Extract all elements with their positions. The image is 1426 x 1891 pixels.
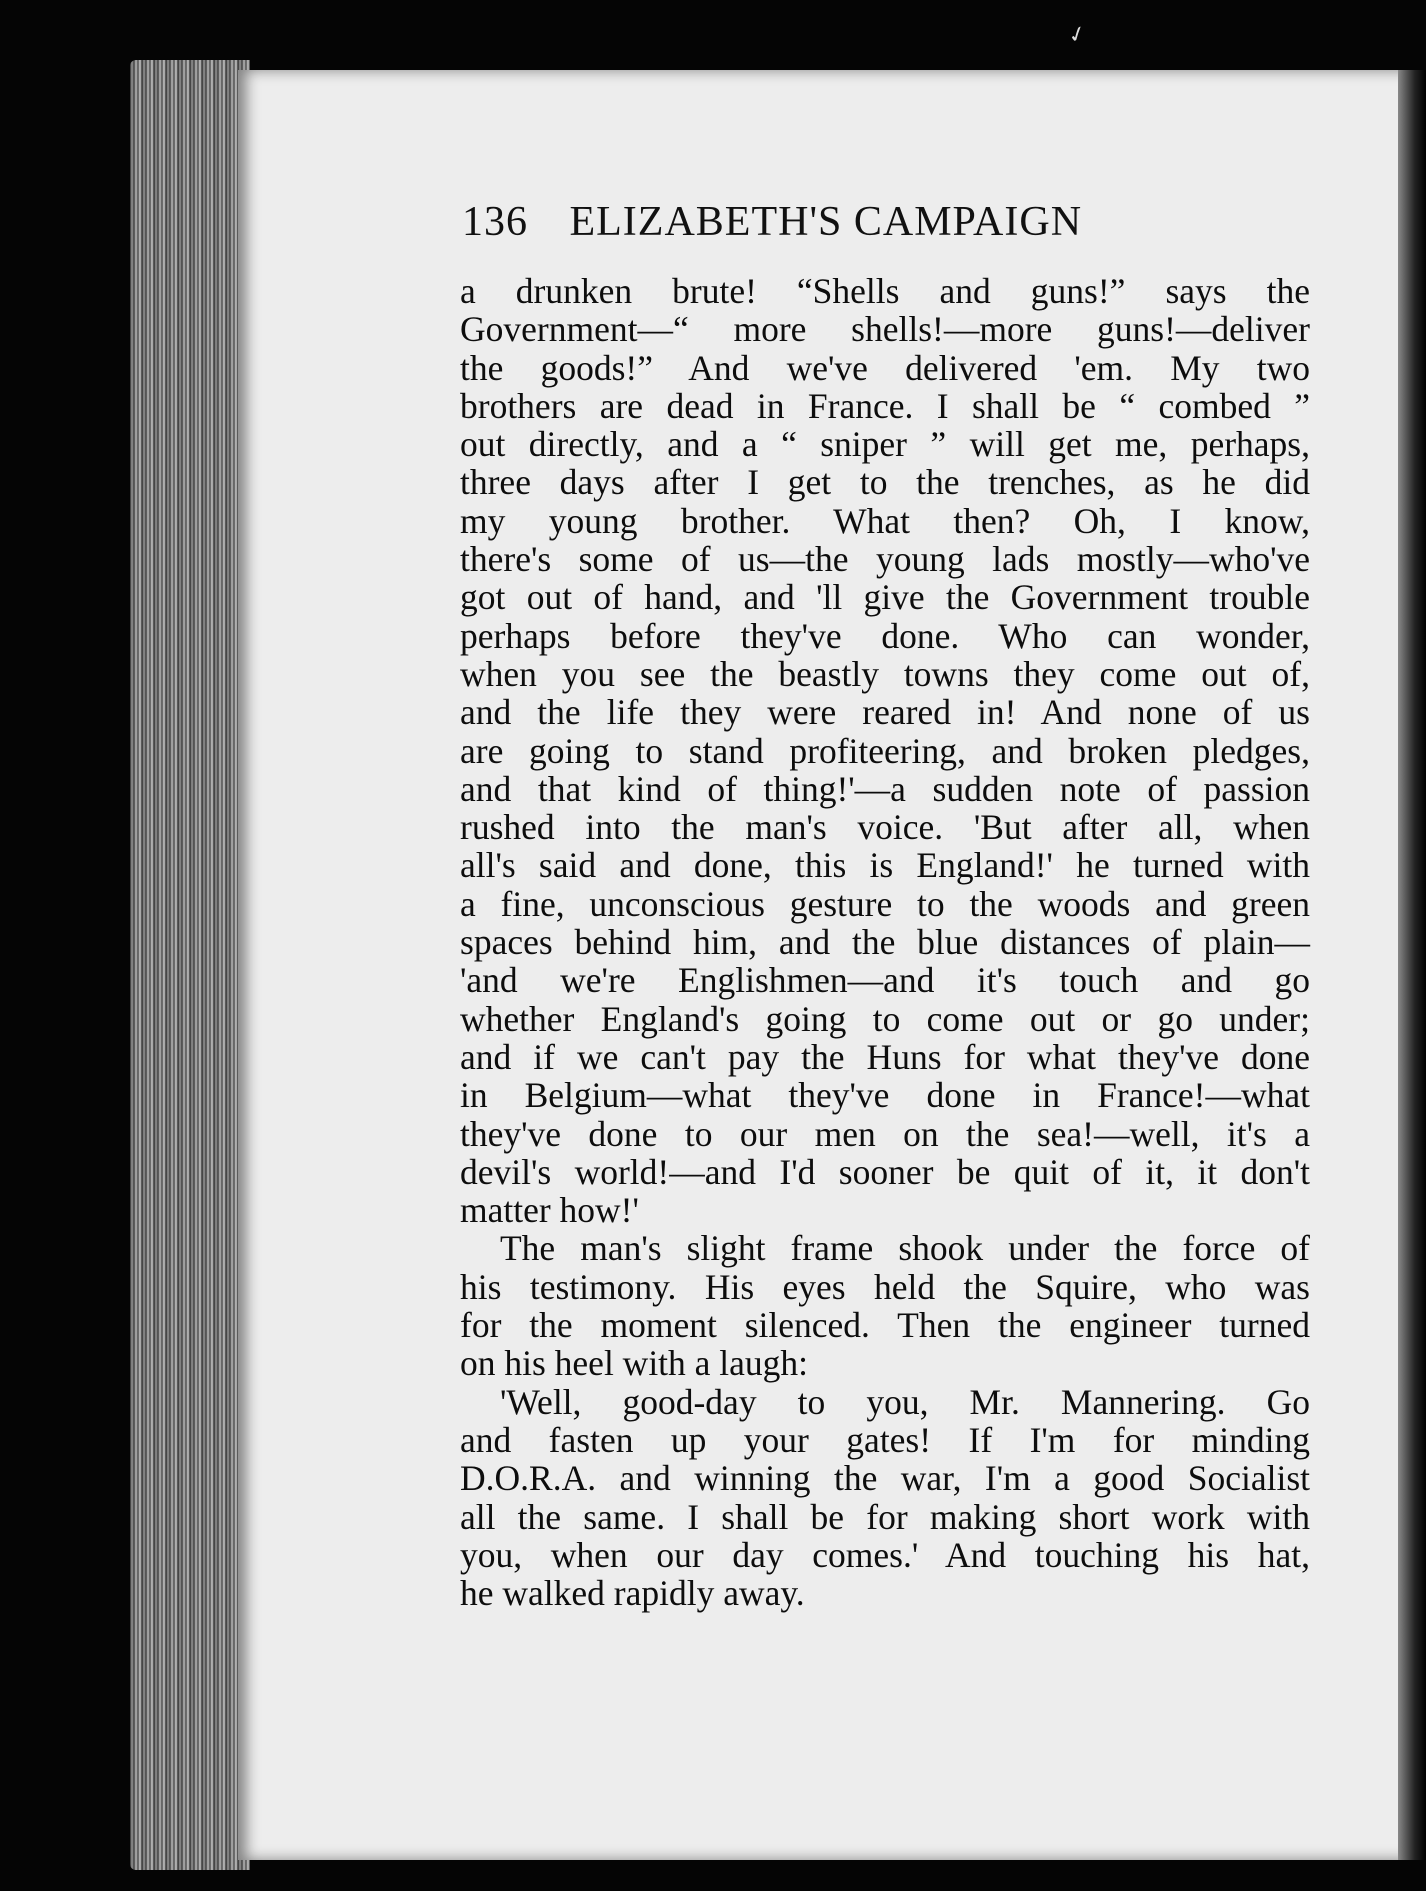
text-line: devil's world!—and I'd sooner be quit of it, it don't: [460, 1151, 1310, 1192]
text-line: Government—“ more shells!—more guns!—deliver: [460, 309, 1310, 350]
text-line: when you see the beastly towns they come out of,: [460, 653, 1310, 694]
text-line: in Belgium—what they've done in France!—what: [460, 1075, 1310, 1116]
text-line: you, when our day comes.' And touching his hat,: [460, 1534, 1310, 1575]
text-line: my young brother. What then? Oh, I know,: [460, 500, 1310, 541]
text-line: his testimony. His eyes held the Squire, who was: [460, 1266, 1310, 1307]
text-line: all's said and done, this is England!' he turned with: [460, 845, 1310, 886]
text-line: and that kind of thing!'—a sudden note of passion: [460, 768, 1310, 809]
text-line: out directly, and a “ sniper ” will get me, perhaps,: [460, 424, 1310, 465]
text-line: D.O.R.A. and winning the war, I'm a good Socialist: [460, 1458, 1310, 1499]
text-line: and if we can't pay the Huns for what they've done: [460, 1036, 1310, 1077]
text-line: are going to stand profiteering, and broken pledges,: [460, 730, 1310, 771]
text-line: there's some of us—the young lads mostly—who've: [460, 539, 1310, 580]
text-line: they've done to our men on the sea!—well, it's a: [460, 1113, 1310, 1154]
text-line: a fine, unconscious gesture to the woods and green: [460, 883, 1310, 924]
text-line: a drunken brute! “Shells and guns!” says the: [460, 271, 1310, 311]
text-line: matter how!': [460, 1190, 639, 1231]
text-line: all the same. I shall be for making short work with: [460, 1496, 1310, 1537]
page-block-edges: [130, 60, 250, 1870]
text-line: three days after I get to the trenches, as he did: [460, 462, 1310, 503]
text-line: whether England's going to come out or go under;: [460, 998, 1310, 1039]
text-line: and fasten up your gates! If I'm for minding: [460, 1419, 1310, 1460]
scan-mark: ✓: [1064, 20, 1091, 50]
text-line: brothers are dead in France. I shall be “ combed ”: [460, 385, 1310, 426]
text-line: on his heel with a laugh:: [460, 1343, 809, 1384]
text-line: 'Well, good-day to you, Mr. Mannering. Go: [500, 1381, 1310, 1422]
text-line: 'and we're Englishmen—and it's touch and go: [460, 960, 1310, 1001]
text-line: rushed into the man's voice. 'But after all, when: [460, 807, 1310, 848]
text-line: spaces behind him, and the blue distances of plain—: [460, 922, 1310, 963]
text-line: the goods!” And we've delivered 'em. My two: [460, 347, 1310, 388]
page-number: 136: [462, 199, 528, 245]
page-header: [462, 198, 1302, 246]
text-line: he walked rapidly away.: [460, 1573, 805, 1614]
running-title: ELIZABETH'S CAMPAIGN: [569, 199, 1083, 245]
body-text: [460, 272, 1310, 1612]
gutter-shadow: [1398, 70, 1426, 1860]
text-line: got out of hand, and 'll give the Government trouble: [460, 577, 1310, 618]
text-line: perhaps before they've done. Who can wonder,: [460, 615, 1310, 656]
text-line: The man's slight frame shook under the force of: [500, 1228, 1310, 1269]
text-line: and the life they were reared in! And none of us: [460, 692, 1310, 733]
text-line: for the moment silenced. Then the engineer turned: [460, 1305, 1310, 1346]
